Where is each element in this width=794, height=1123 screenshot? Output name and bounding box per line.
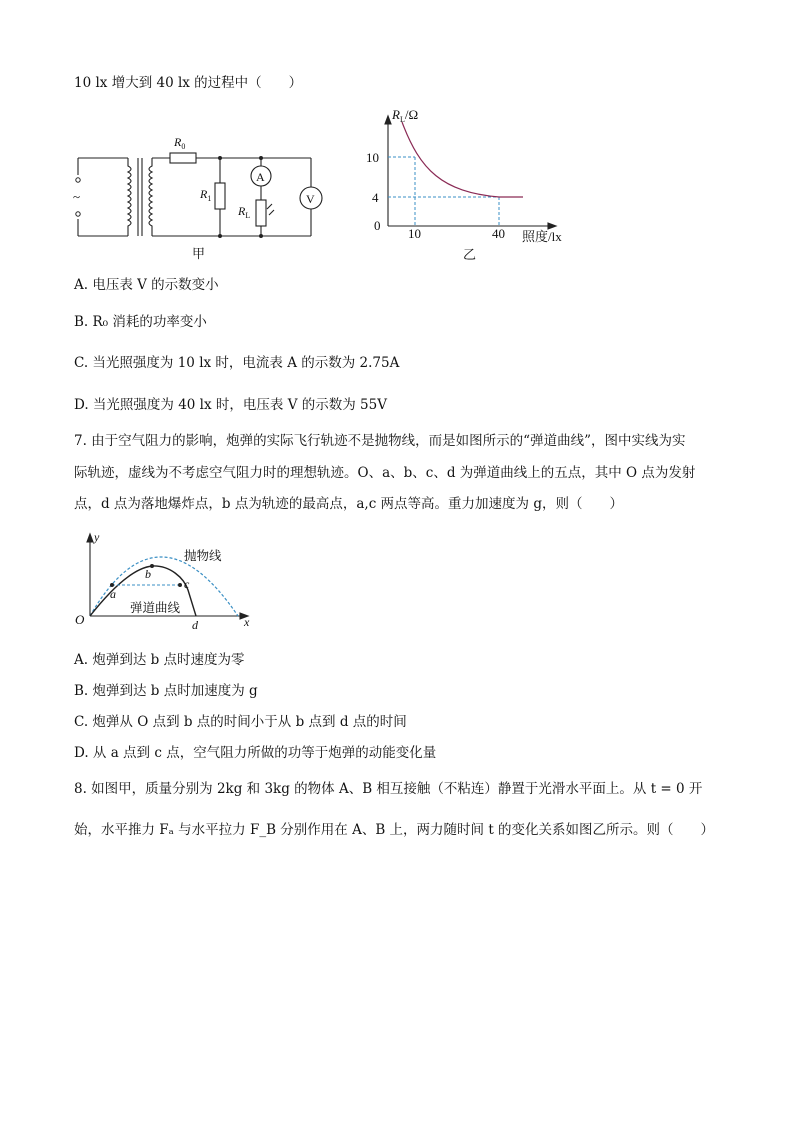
rl-curve (402, 122, 523, 197)
x-tick-10: 10 (408, 226, 421, 241)
circuit-figure (66, 128, 336, 268)
point-c-label: c (184, 577, 190, 591)
q7-option-c: C. 炮弹从 O 点到 b 点的时间小于从 b 点到 d 点的时间 (74, 714, 407, 730)
y-tick-10: 10 (366, 150, 379, 165)
parabola-label: 抛物线 (184, 549, 222, 563)
source-symbol: ~ (73, 189, 81, 204)
y-tick-4: 4 (372, 190, 379, 205)
x-axis-label: x (244, 615, 250, 629)
rl-label: $R_L$ (238, 204, 251, 220)
q7-stem-line-2: 际轨迹，虚线为不考虑空气阻力时的理想轨迹。O、a、b、c、d 为弹道曲线上的五点，其中 O 点为发射 (74, 465, 696, 481)
r0-resistor (170, 153, 196, 163)
rl-graph-figure (362, 104, 582, 264)
primary-coil (128, 158, 131, 236)
q8-stem-line-1: 8. 如图甲，质量分别为 2kg 和 3kg 的物体 A、B 相互接触（不粘连）静置于光滑水平面上。从 t = 0 开 (74, 781, 703, 797)
rl-graph (362, 104, 582, 264)
q8-stem-line-2: 始，水平推力 Fₐ 与水平拉力 F_B 分别作用在 A、B 上，两力随时间 t 的变化关系如图乙所示。则（ ） (74, 822, 715, 838)
q7-option-d: D. 从 a 点到 c 点，空气阻力所做的功等于炮弹的动能变化量 (74, 745, 437, 761)
ballistic-label: 弹道曲线 (130, 601, 181, 615)
point-a-label: a (110, 587, 116, 601)
q7-stem-line-1: 7. 由于空气阻力的影响，炮弹的实际飞行轨迹不是抛物线，而是如图所示的“弹道曲线”，图中实线为实 (74, 433, 686, 449)
rl-resistor (256, 200, 266, 226)
q7-option-b: B. 炮弹到达 b 点时加速度为 g (74, 683, 258, 699)
ammeter-label: A (256, 170, 265, 184)
y-axis-label: y (94, 530, 100, 544)
trajectory-figure (72, 528, 262, 634)
graph-ylabel: $R_L/\Omega$ (392, 107, 419, 124)
q6-option-c: C. 当光照强度为 10 lx 时，电流表 A 的示数为 2.75A (74, 355, 400, 371)
x-tick-40: 40 (492, 226, 505, 241)
graph-xlabel: 照度/lx (522, 229, 562, 244)
circuit-caption: 甲 (192, 246, 206, 261)
point-d-label: d (192, 618, 198, 632)
secondary-coil (149, 158, 152, 236)
q6-option-b: B. R₀ 消耗的功率变小 (74, 314, 207, 330)
point-o-label: O (75, 612, 85, 627)
r0-label: $R_0$ (174, 135, 186, 151)
graph-caption: 乙 (463, 247, 477, 262)
circuit-diagram (66, 128, 336, 268)
q6-stem-tail: 10 lx 增大到 40 lx 的过程中（ ） (74, 75, 303, 91)
y-tick-0: 0 (374, 218, 381, 233)
r1-resistor (215, 183, 225, 209)
r1-label: $R_1$ (200, 187, 212, 203)
q7-stem-line-3: 点，d 点为落地爆炸点，b 点为轨迹的最高点，a,c 两点等高。重力加速度为 g，则（ ） (74, 496, 623, 512)
q7-option-a: A. 炮弹到达 b 点时速度为零 (74, 652, 245, 668)
q6-option-a: A. 电压表 V 的示数变小 (74, 277, 219, 293)
voltmeter-label: V (306, 192, 315, 206)
q6-option-d: D. 当光照强度为 40 lx 时，电压表 V 的示数为 55V (74, 397, 387, 413)
trajectory-diagram (72, 528, 262, 634)
point-b-label: b (145, 567, 151, 581)
